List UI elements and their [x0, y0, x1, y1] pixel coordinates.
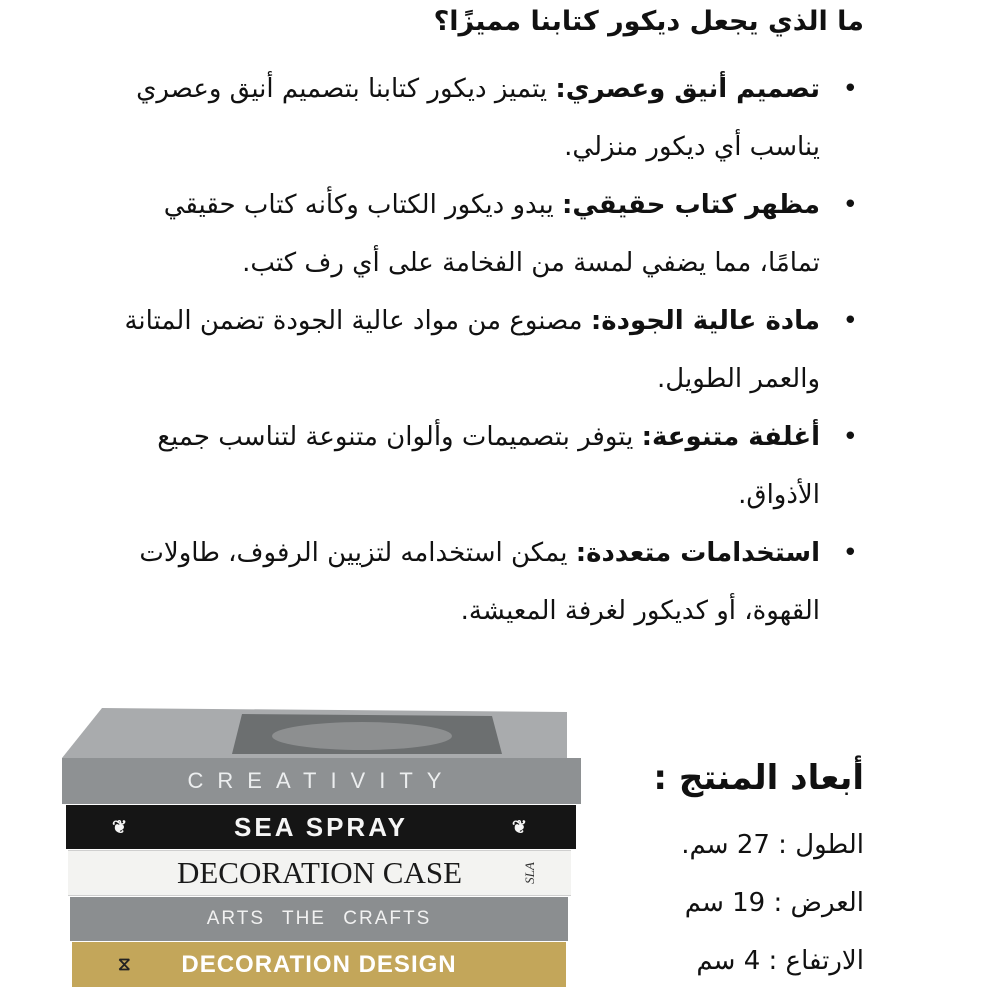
feature-item	[120, 176, 858, 292]
feature-text: يتميز ديكور كتابنا بتصميم أنيق وعصري يناسب أي ديكور منزلي.	[136, 74, 820, 162]
feature-title: استخدامات متعددة:	[575, 538, 820, 568]
dimension-width: العرض : 19 سم	[684, 888, 864, 918]
feature-text: يمكن استخدامه لتزيين الرفوف، طاولات القهوة، أو كديكور لغرفة المعيشة.	[139, 538, 820, 626]
feature-text: يبدو ديكور الكتاب وكأنه كتاب حقيقي تمامًا، مما يضفي لمسة من الفخامة على أي رف كتب.	[163, 190, 820, 278]
book-spine-decoration-case	[68, 850, 571, 896]
book-spine-sea-spray	[66, 805, 576, 849]
page-heading: ما الذي يجعل ديكور كتابنا مميزًا؟	[433, 6, 864, 37]
dimensions-list	[681, 816, 864, 990]
bullet-icon: •	[842, 74, 858, 104]
spine-label: SEA SPRAY	[234, 811, 408, 842]
leaf-icon: ❦	[511, 816, 530, 837]
feature-item	[120, 292, 858, 408]
feature-text: يتوفر بتصميمات وألوان متنوعة لتناسب جميع الأذواق.	[157, 422, 820, 510]
book-spine-arts-crafts	[70, 897, 568, 941]
top-book-cover	[62, 708, 567, 758]
spine-label: DECORATION DESIGN	[181, 950, 457, 978]
dimensions-title: أبعاد المنتج :	[653, 758, 864, 798]
feature-item	[120, 60, 858, 176]
book-spine-decoration-design	[72, 942, 566, 987]
bullet-icon: •	[842, 422, 858, 452]
spine-label: CREATIVITY	[187, 768, 456, 793]
book-spine-creativity	[62, 758, 581, 804]
leaf-icon: ❦	[112, 816, 131, 837]
feature-item	[120, 408, 858, 524]
feature-title: مظهر كتاب حقيقي:	[562, 190, 820, 220]
feature-title: تصميم أنيق وعصري:	[555, 74, 820, 104]
spine-mark: SLA	[522, 862, 538, 884]
feature-title: أغلفة متنوعة:	[641, 422, 820, 452]
spine-label: DECORATION CASE	[176, 855, 463, 890]
dimension-height: الارتفاع : 4 سم	[696, 946, 864, 976]
bullet-icon: •	[842, 306, 858, 336]
feature-item	[120, 524, 858, 640]
features-list	[120, 60, 858, 640]
bullet-icon: •	[842, 190, 858, 220]
dimension-length: الطول : 27 سم.	[681, 830, 864, 860]
spine-label: ARTS THE CRAFTS	[206, 908, 432, 929]
feature-title: مادة عالية الجودة:	[590, 306, 820, 336]
book-stack-image	[58, 708, 588, 993]
logo-icon: ⧖	[118, 954, 132, 974]
feature-text: مصنوع من مواد عالية الجودة تضمن المتانة والعمر الطويل.	[124, 306, 820, 394]
bullet-icon: •	[842, 538, 858, 568]
